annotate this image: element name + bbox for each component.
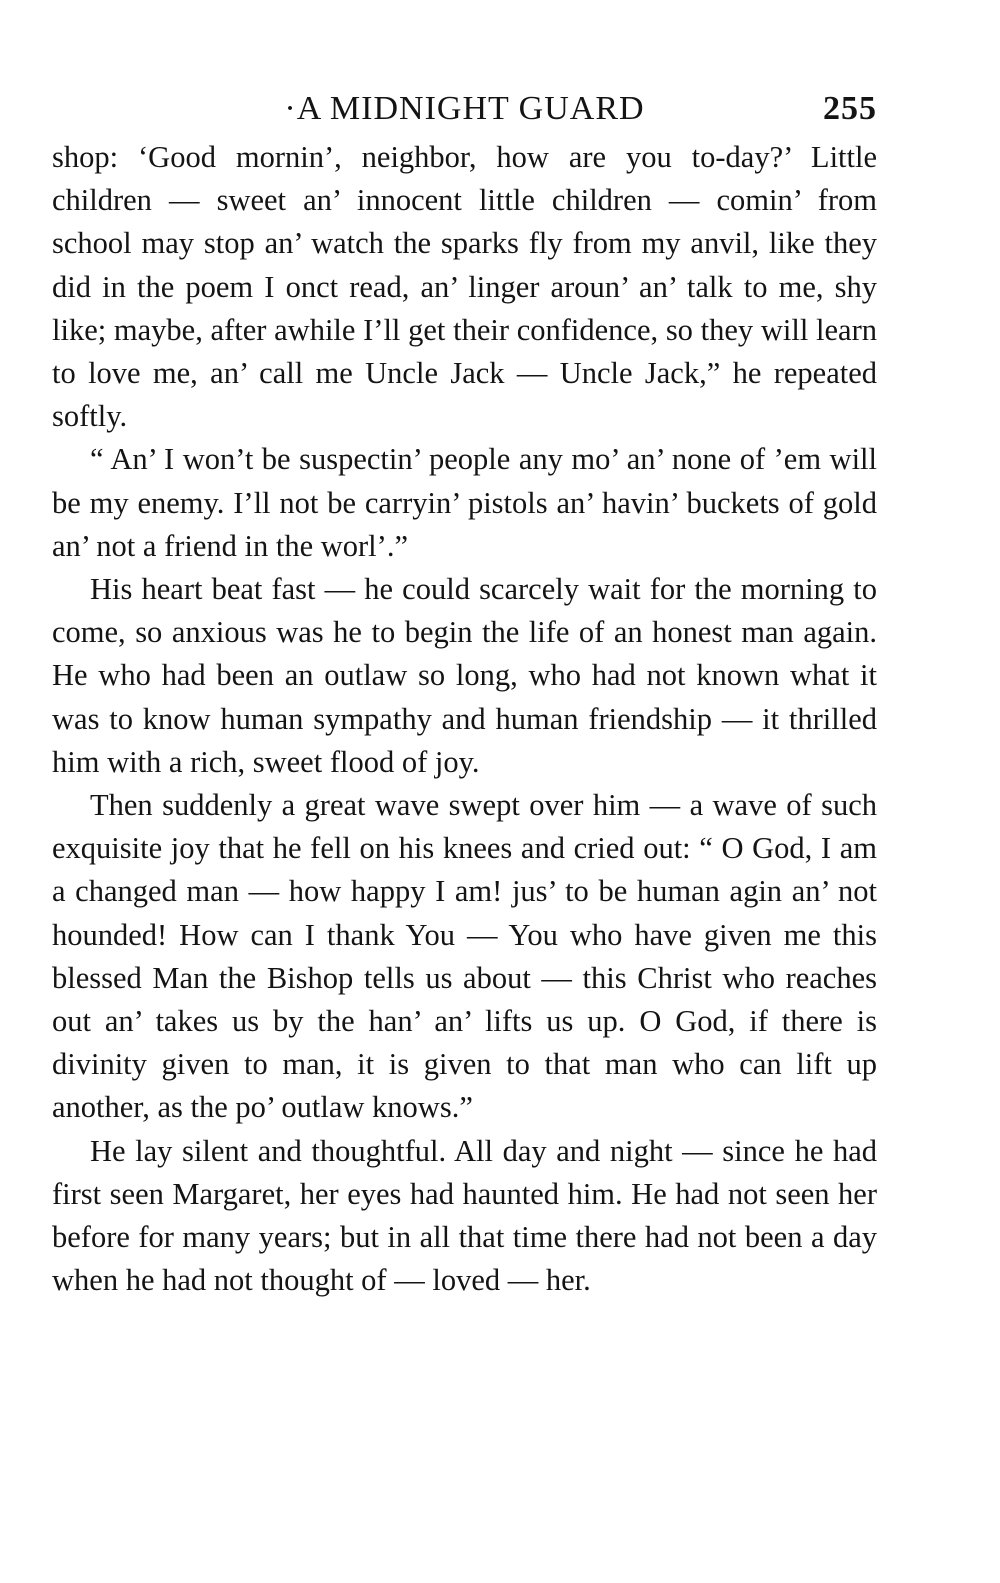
paragraph: shop: ‘Good mornin’, neighbor, how are you to-day?’ Little children — sweet an’ innocent little children — comin’ from school may stop an’ watch the sparks fly from my anvil, like they did in the poem I onct read, an’ linger aroun’ an’ talk to me, shy like; maybe, after awhile I’ll get their confidence, so they will learn to love me, an’ call me Uncle Jack — Uncle Jack,” he repeated softly. (52, 140, 877, 434)
book-page (52, 80, 877, 1302)
running-header (52, 80, 877, 136)
paragraph: Then suddenly a great wave swept over him — a wave of such exquisite joy that he fell on his knees and cried out: “ O God, I am a changed man — how happy I am! jus’ to be human agin an’ not hounded! How can I thank You — You who have given me this blessed Man the Bishop tells us about — this Christ who reaches out an’ takes us by the han’ an’ lifts us up. O God, if there is divinity given to man, it is given to that man who can lift up another, as the po’ outlaw knows.” (52, 788, 877, 1125)
page-number: 255 (823, 90, 877, 127)
paragraph: “ An’ I won’t be suspectin’ people any mo’ an’ none of ’em will be my enemy. I’ll not be carryin’ pistols an’ havin’ buckets of gold an’ not a friend in the worl’.” (52, 442, 877, 563)
paragraph: His heart beat fast — he could scarcely wait for the morning to come, so anxious was he to begin the life of an honest man again. He who had been an outlaw so long, who had not known what it was to know human sympathy and human friendship — it thrilled him with a rich, sweet flood of joy. (52, 572, 877, 779)
paragraph: He lay silent and thoughtful. All day and night — since he had first seen Margaret, her eyes had haunted him. He had not seen her before for many years; but in all that time there had not been a day when he had not thought of — loved — her. (52, 1133, 877, 1298)
body-text (52, 136, 877, 1302)
running-title: ·A MIDNIGHT GUARD (284, 90, 645, 127)
